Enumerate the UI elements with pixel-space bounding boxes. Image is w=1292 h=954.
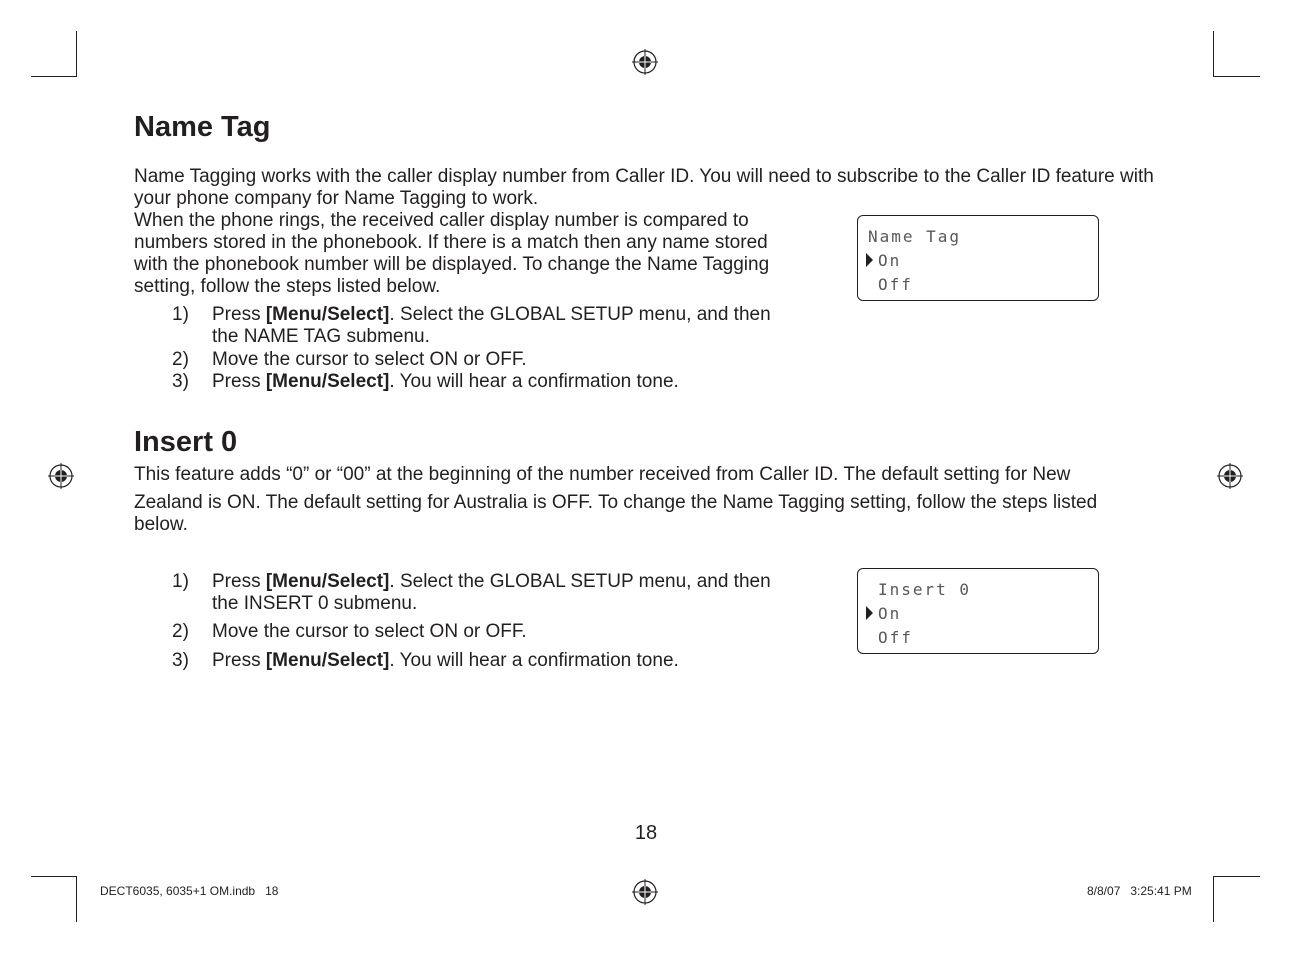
registration-mark-icon xyxy=(1217,463,1243,489)
step-text: Press [Menu/Select]. You will hear a confirmation tone. xyxy=(212,371,679,392)
menu-select-key: [Menu/Select] xyxy=(265,371,390,392)
lcd-option-on: On xyxy=(878,251,902,270)
step-number: 3) xyxy=(172,371,189,392)
crop-mark xyxy=(76,876,77,922)
crop-mark xyxy=(1213,876,1260,877)
menu-select-key: [Menu/Select] xyxy=(265,571,390,592)
cursor-arrow-icon xyxy=(866,253,873,267)
lcd-option-off: Off xyxy=(878,628,913,647)
registration-mark-icon xyxy=(632,49,658,75)
registration-mark-icon xyxy=(48,463,74,489)
step-number: 2) xyxy=(172,349,189,370)
step-text: Press [Menu/Select]. Select the GLOBAL SETUP menu, and then the INSERT 0 submenu. xyxy=(212,571,771,614)
lcd-screen-insert-0 xyxy=(857,568,1099,654)
step-text: Press [Menu/Select]. You will hear a confirmation tone. xyxy=(212,650,679,671)
lcd-option-on: On xyxy=(878,604,902,623)
crop-mark xyxy=(31,876,77,877)
crop-mark xyxy=(31,76,77,77)
footer-file-info: DECT6035, 6035+1 OM.indb 18 xyxy=(100,884,279,898)
lcd-screen-name-tag xyxy=(857,215,1099,301)
crop-mark xyxy=(76,31,77,77)
section-title-name-tag: Name Tag xyxy=(134,111,271,143)
lcd-option-off: Off xyxy=(878,275,913,294)
section-title-insert-0: Insert 0 xyxy=(134,426,238,458)
step-text: Move the cursor to select ON or OFF. xyxy=(212,621,527,642)
footer-timestamp: 8/8/07 3:25:41 PM xyxy=(1087,884,1192,898)
cursor-arrow-icon xyxy=(866,606,873,620)
name-tag-intro: Name Tagging works with the caller display number from Caller ID. You will need to subscribe to the Caller ID feature with your phone company for Name Tagging to work. xyxy=(134,166,1154,209)
step-number: 2) xyxy=(172,621,189,642)
lcd-title: Insert 0 xyxy=(878,580,972,599)
menu-select-key: [Menu/Select] xyxy=(265,304,390,325)
step-number: 3) xyxy=(172,650,189,671)
page-number: 18 xyxy=(634,822,658,844)
lcd-title: Name Tag xyxy=(868,227,962,246)
step-text: Move the cursor to select ON or OFF. xyxy=(212,349,527,370)
insert-0-line2: Zealand is ON. The default setting for Australia is OFF. To change the Name Tagging setting, follow the steps listed below. xyxy=(134,492,1098,535)
crop-mark xyxy=(1213,76,1260,77)
menu-select-key: [Menu/Select] xyxy=(265,650,390,671)
insert-0-line1: This feature adds “0” or “00” at the beginning of the number received from Caller ID. The default setting for New xyxy=(134,464,1071,485)
crop-mark xyxy=(1213,31,1214,77)
step-text: Press [Menu/Select]. Select the GLOBAL SETUP menu, and then the NAME TAG submenu. xyxy=(212,304,771,347)
crop-mark xyxy=(1213,876,1214,922)
step-number: 1) xyxy=(172,304,189,325)
registration-mark-icon xyxy=(632,879,658,905)
name-tag-description: When the phone rings, the received caller display number is compared to numbers stored in the phonebook. If there is a match then any name stored with the phonebook number will be displayed. To change the Name Tagging setting, follow the steps listed below. xyxy=(134,210,770,297)
step-number: 1) xyxy=(172,571,189,592)
